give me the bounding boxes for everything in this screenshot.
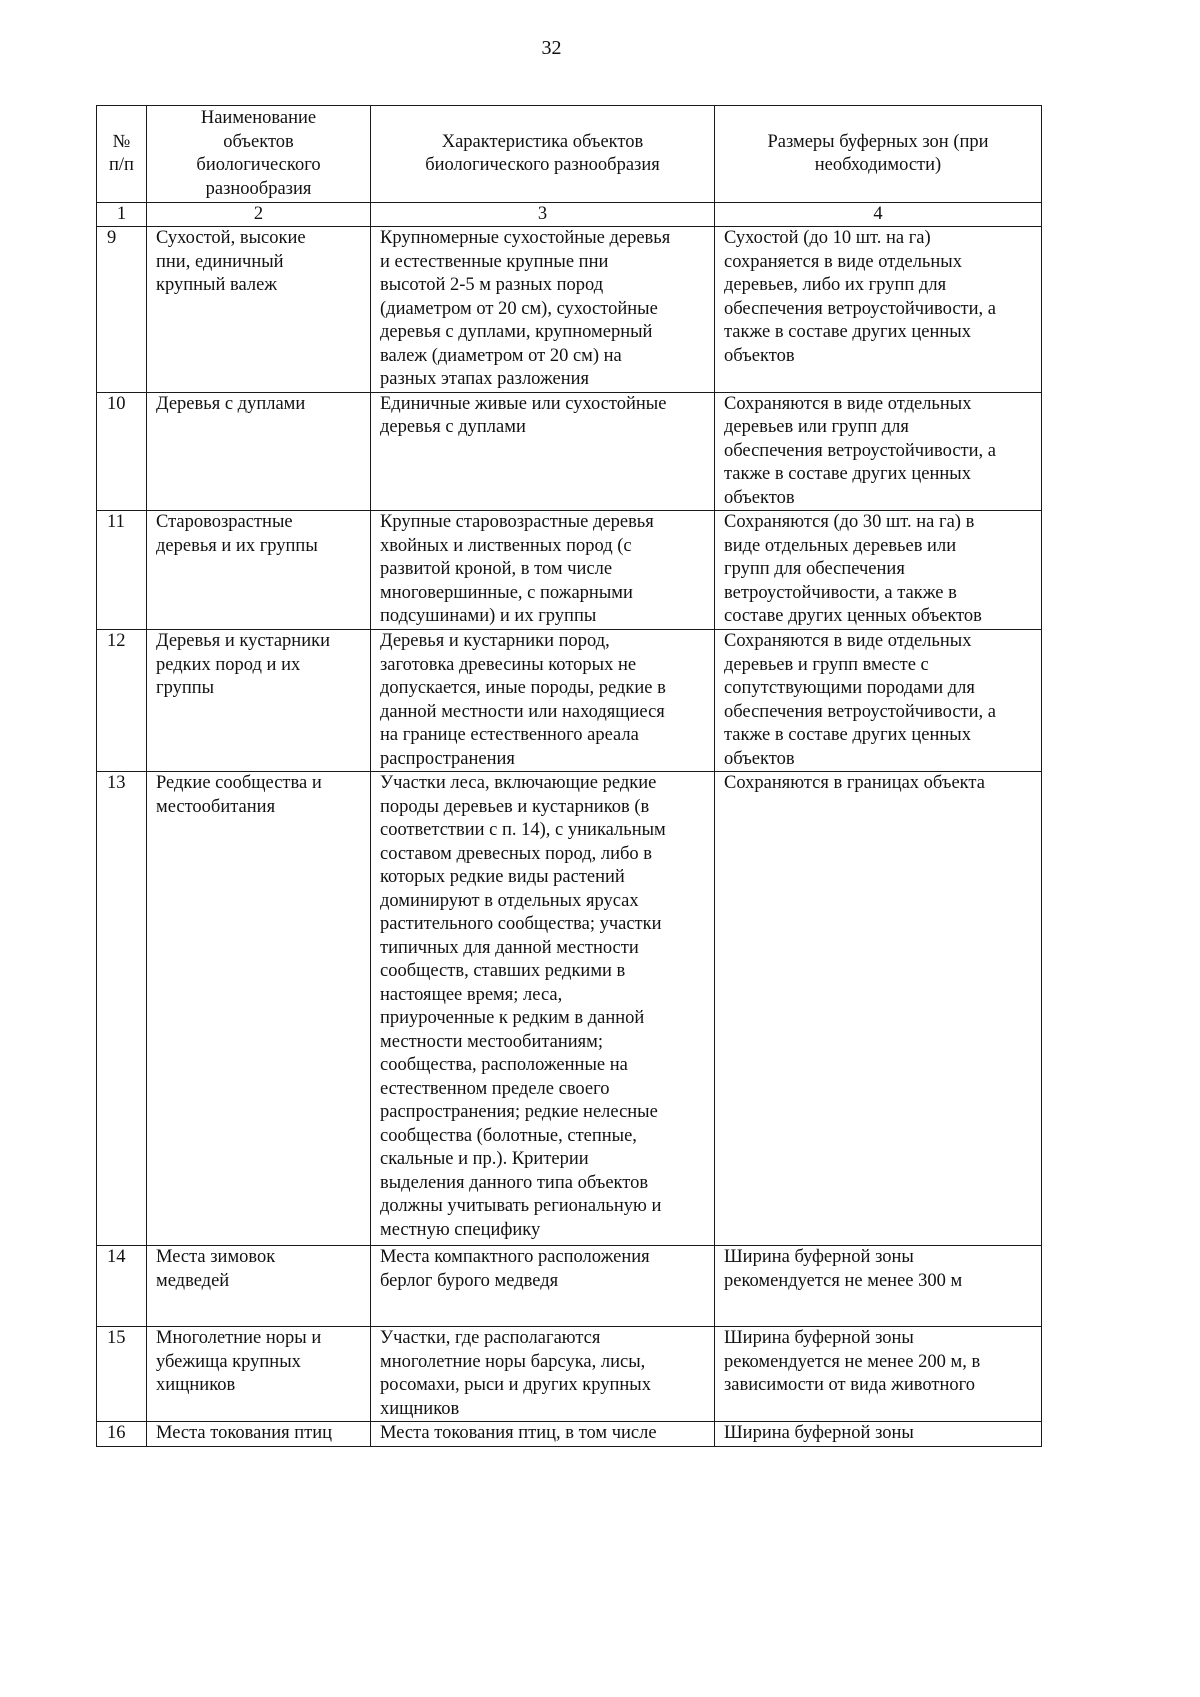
row-number: 9	[97, 227, 147, 393]
table-row	[97, 772, 1042, 1246]
object-name: Сухостой, высокие пни, единичный крупный валеж	[147, 227, 371, 393]
buffer-zone: Ширина буферной зоны рекомендуется не менее 300 м	[715, 1246, 1042, 1327]
table-row	[97, 1327, 1042, 1422]
buffer-zone: Сухостой (до 10 шт. на га) сохраняется в виде отдельных деревьев, либо их групп для обеспечения ветроустойчивости, а также в составе других ценных объектов	[715, 227, 1042, 393]
object-description: Деревья и кустарники пород, заготовка древесины которых не допускается, иные породы, редкие в данной местности или находящиеся на границе естественного ареала распространения	[371, 630, 715, 772]
object-name: Редкие сообщества и местообитания	[147, 772, 371, 1246]
buffer-zone: Ширина буферной зоны рекомендуется не менее 200 м, в зависимости от вида животного	[715, 1327, 1042, 1422]
column-number-row	[97, 203, 1042, 227]
column-number: 1	[97, 203, 147, 227]
header-number: № п/п	[97, 106, 147, 203]
page-number: 32	[541, 37, 562, 59]
buffer-zone: Сохраняются в виде отдельных деревьев или групп для обеспечения ветроустойчивости, а также в составе других ценных объектов	[715, 392, 1042, 511]
table-header	[97, 106, 1042, 227]
header-row	[97, 106, 1042, 203]
row-number: 12	[97, 630, 147, 772]
object-description: Участки леса, включающие редкие породы деревьев и кустарников (в соответствии с п. 14), с уникальным составом древесных пород, либо в которых редкие виды растений доминируют в отдельных ярусах растительного сообщества; участки типичных для данной местности сообществ, ставших редкими в настоящее время; леса, приуроченные к редким в данной местности местообитаниям; сообщества, расположенные на естественном пределе своего распространения; редкие нелесные сообщества (болотные, степные, скальные и пр.). Критерии выделения данного типа объектов должны учитывать региональную и местную специфику	[371, 772, 715, 1246]
table-row	[97, 1246, 1042, 1327]
object-description: Места компактного расположения берлог бурого медведя	[371, 1246, 715, 1327]
column-number: 3	[371, 203, 715, 227]
header-object-name: Наименование объектов биологического разнообразия	[147, 106, 371, 203]
row-number: 10	[97, 392, 147, 511]
row-number: 11	[97, 511, 147, 630]
header-description: Характеристика объектов биологического разнообразия	[371, 106, 715, 203]
object-description: Крупномерные сухостойные деревья и естественные крупные пни высотой 2-5 м разных пород (диаметром от 20 см), сухостойные деревья с дуплами, крупномерный валеж (диаметром от 20 см) на разных этапах разложения	[371, 227, 715, 393]
buffer-zone: Сохраняются в границах объекта	[715, 772, 1042, 1246]
row-number: 16	[97, 1422, 147, 1447]
table-row	[97, 630, 1042, 772]
table-row	[97, 1422, 1042, 1447]
column-number: 2	[147, 203, 371, 227]
table-body	[97, 227, 1042, 1447]
biodiversity-table	[96, 105, 1042, 1447]
buffer-zone: Ширина буферной зоны	[715, 1422, 1042, 1447]
table-row	[97, 227, 1042, 393]
table-row	[97, 392, 1042, 511]
object-description: Места токования птиц, в том числе	[371, 1422, 715, 1447]
row-number: 15	[97, 1327, 147, 1422]
row-number: 13	[97, 772, 147, 1246]
buffer-zone: Сохраняются в виде отдельных деревьев и групп вместе с сопутствующими породами для обеспечения ветроустойчивости, а также в составе других ценных объектов	[715, 630, 1042, 772]
object-name: Места зимовок медведей	[147, 1246, 371, 1327]
header-buffer-zone: Размеры буферных зон (при необходимости)	[715, 106, 1042, 203]
object-name: Деревья и кустарники редких пород и их группы	[147, 630, 371, 772]
column-number: 4	[715, 203, 1042, 227]
object-name: Деревья с дуплами	[147, 392, 371, 511]
object-description: Участки, где располагаются многолетние норы барсука, лисы, росомахи, рыси и других крупных хищников	[371, 1327, 715, 1422]
object-name: Многолетние норы и убежища крупных хищников	[147, 1327, 371, 1422]
object-name: Места токования птиц	[147, 1422, 371, 1447]
object-description: Единичные живые или сухостойные деревья с дуплами	[371, 392, 715, 511]
object-description: Крупные старовозрастные деревья хвойных и лиственных пород (с развитой кроной, в том числе многовершинные, с пожарными подсушинами) и их группы	[371, 511, 715, 630]
table-row	[97, 511, 1042, 630]
row-number: 14	[97, 1246, 147, 1327]
object-name: Старовозрастные деревья и их группы	[147, 511, 371, 630]
buffer-zone: Сохраняются (до 30 шт. на га) в виде отдельных деревьев или групп для обеспечения ветроустойчивости, а также в составе других ценных объектов	[715, 511, 1042, 630]
